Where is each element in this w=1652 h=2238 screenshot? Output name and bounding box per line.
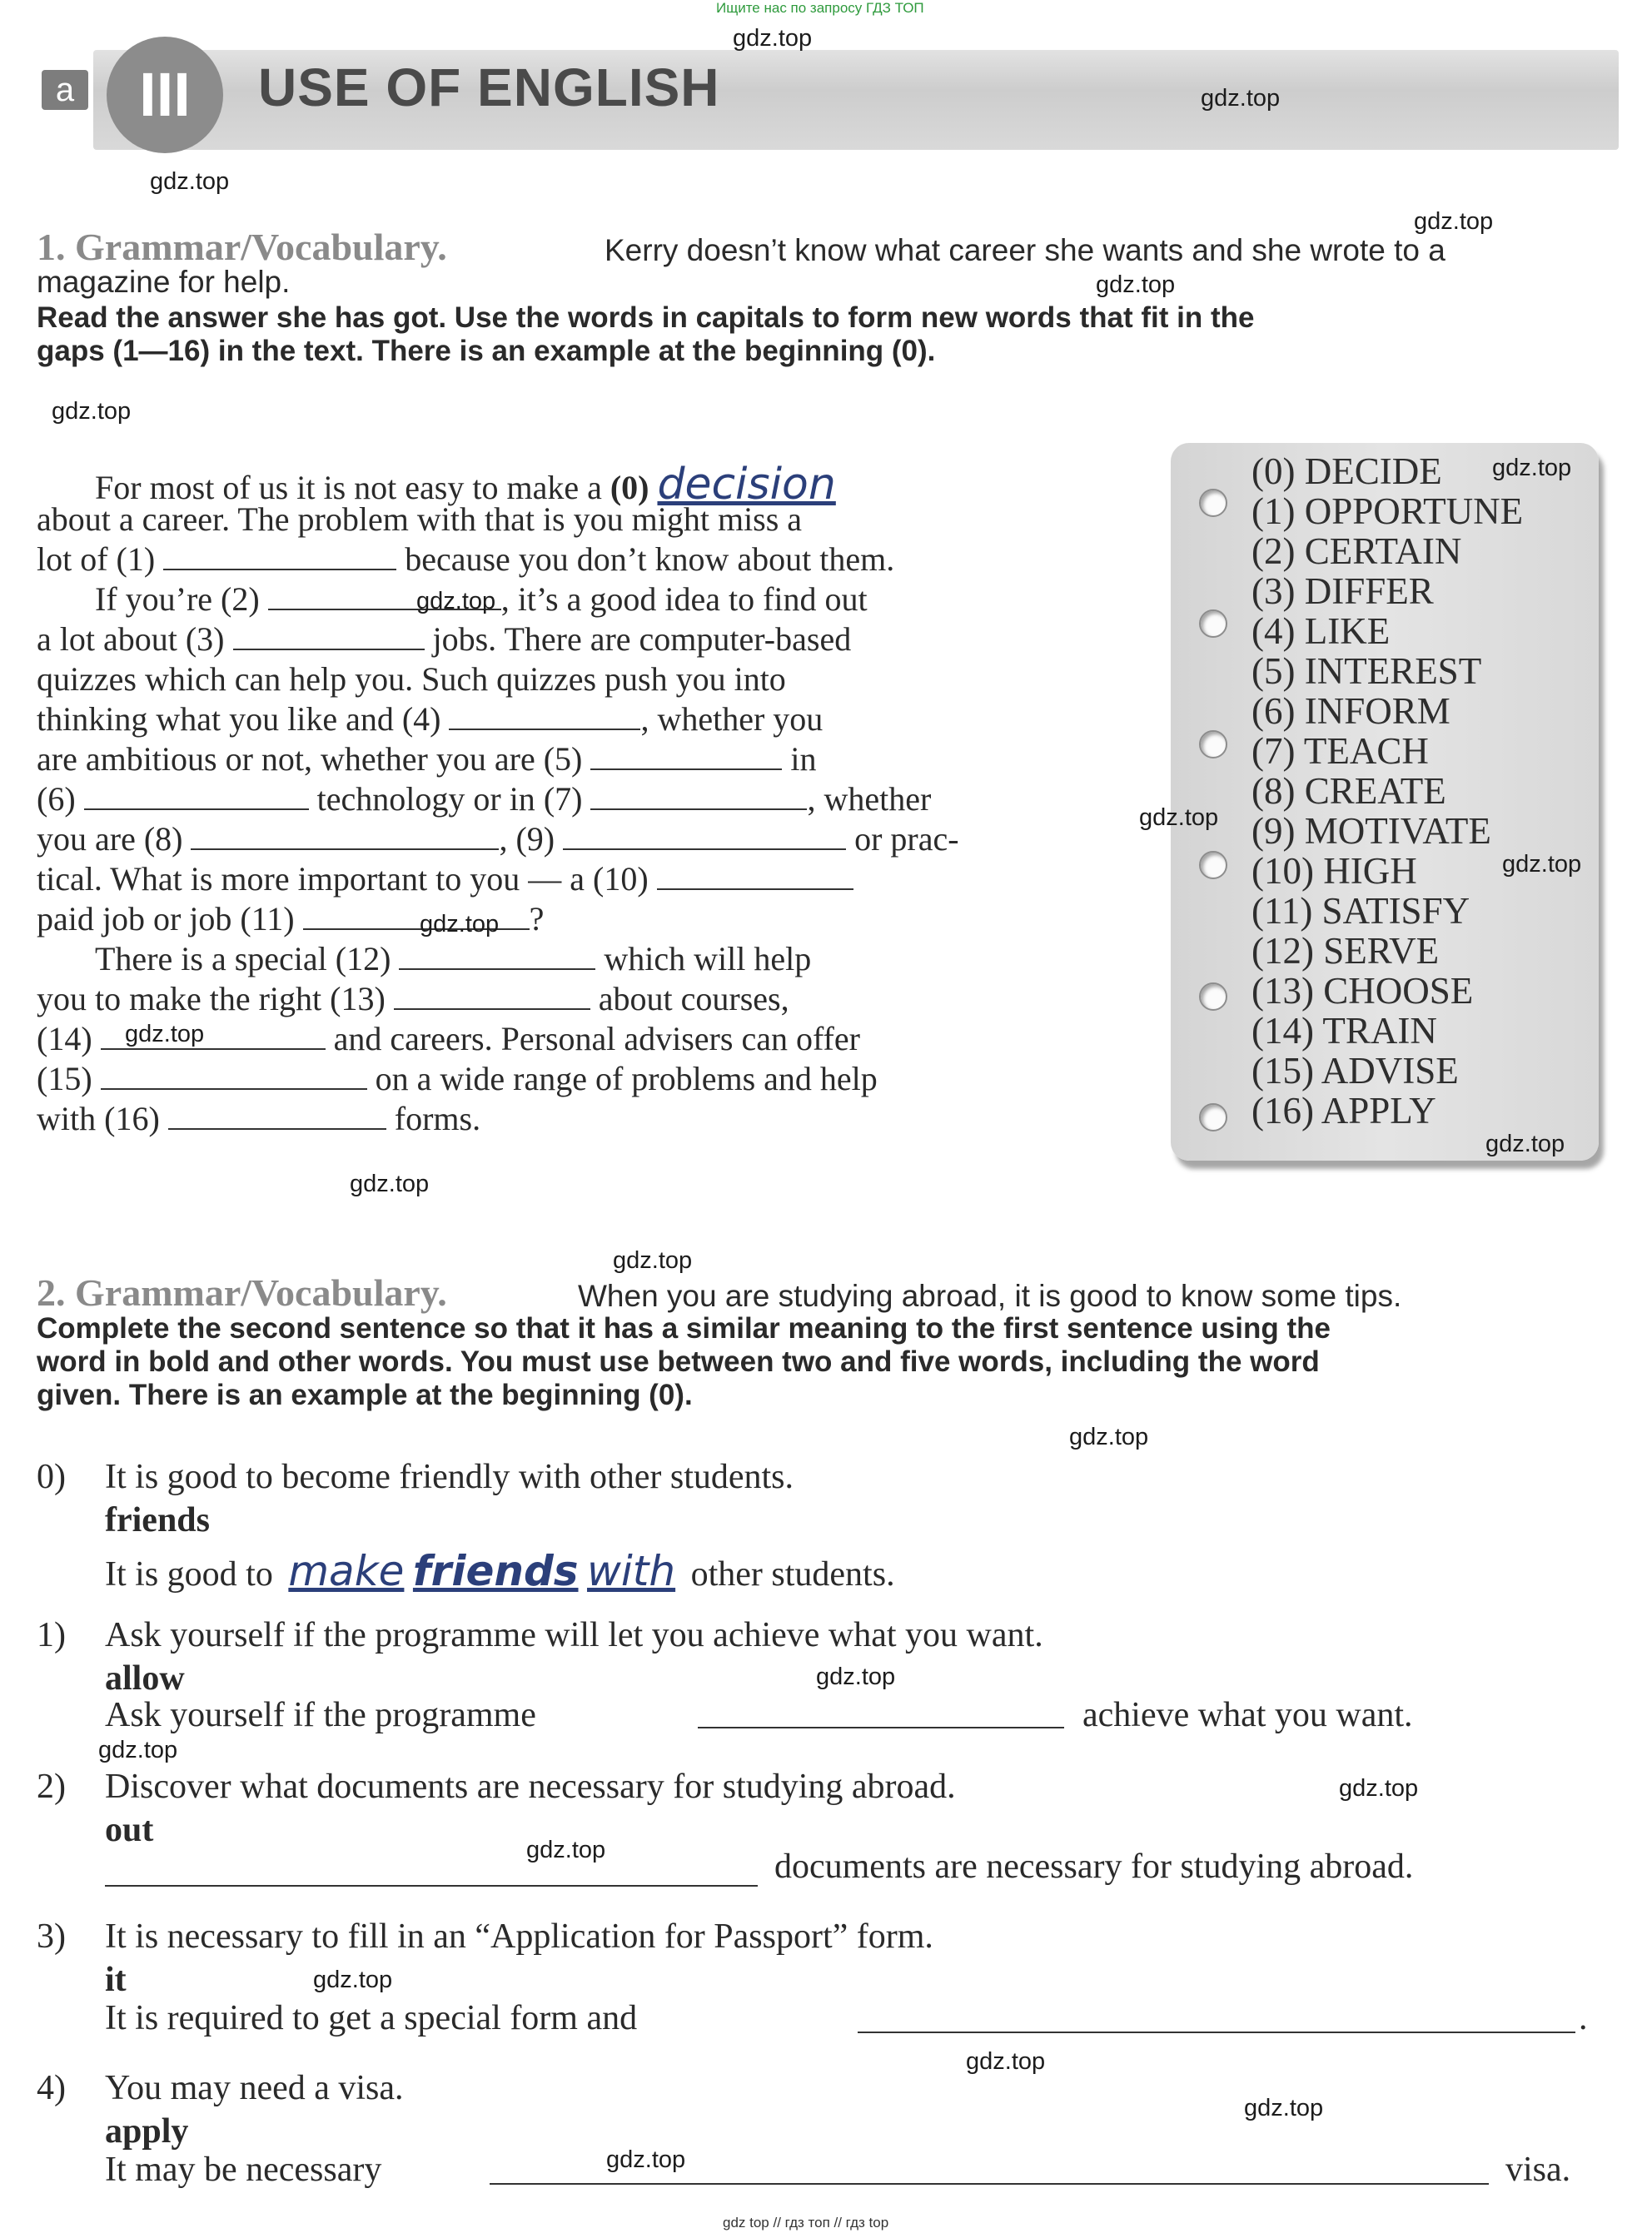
passage-text: forms. xyxy=(394,1100,481,1137)
passage-line-9 xyxy=(37,819,1087,858)
item-sentence: Ask yourself if the programme will let you achieve what you want. xyxy=(105,1616,1043,1654)
passage-text: with xyxy=(37,1100,105,1137)
example-answer-with: with xyxy=(587,1547,676,1595)
passage-line-2 xyxy=(37,540,1087,579)
passage-text: For most of us it is not easy to make a xyxy=(95,469,610,506)
task2-instruction-line2: word in bold and other words. You must use between two and five words, including the word xyxy=(37,1345,1320,1378)
answer-end: documents are necessary for studying abroad. xyxy=(774,1848,1414,1886)
item-number: 4) xyxy=(37,2069,66,2107)
answer-gap-12[interactable] xyxy=(399,942,595,970)
watermark: gdz.top xyxy=(420,911,500,937)
passage-text: are ambitious or not, whether you are xyxy=(37,740,544,778)
answer-gap-7[interactable] xyxy=(590,782,807,810)
passage-text: lot of xyxy=(37,540,117,578)
watermark: gdz.top xyxy=(150,168,230,195)
passage-text: because you don’t know about them. xyxy=(405,540,895,578)
gap-number: (12) xyxy=(335,940,391,977)
task1-intro-line1: Kerry doesn’t know what career she wants and she wrote to a xyxy=(605,233,1446,267)
passage-text: about a career. The problem with that is you might miss a xyxy=(37,500,803,538)
watermark: gdz.top xyxy=(966,2048,1046,2075)
answer-gap-4[interactable] xyxy=(449,702,640,730)
task2-instruction-line1: Complete the second sentence so that it has a similar meaning to the first sentence using the xyxy=(37,1312,1331,1345)
passage-text: about courses, xyxy=(598,980,789,1017)
passage-text: jobs. There are computer-based xyxy=(432,620,852,658)
item-sentence: It is good to become friendly with other students. xyxy=(105,1458,794,1496)
passage-line-8 xyxy=(37,779,1087,818)
word-box-item: (10) HIGH xyxy=(1251,850,1417,892)
passage-text: and careers. Personal advisers can offer xyxy=(333,1020,860,1057)
item-keyword: out xyxy=(105,1811,154,1849)
passage-text: or prac- xyxy=(854,820,959,858)
answer-gap-5[interactable] xyxy=(590,742,782,770)
item-keyword: friends xyxy=(105,1501,210,1539)
binder-ring-icon xyxy=(1199,730,1227,758)
passage-text: quizzes which can help you. Such quizzes push you into xyxy=(37,660,786,698)
watermark: gdz.top xyxy=(350,1171,430,1197)
passage-line-5 xyxy=(37,659,1087,699)
passage-line-15 xyxy=(37,1059,1087,1098)
watermark: gdz.top xyxy=(1492,455,1572,481)
watermark: gdz.top xyxy=(313,1967,393,1993)
example-answer-make: make xyxy=(288,1547,405,1595)
binder-ring-icon xyxy=(1199,609,1227,638)
gap-number: (5) xyxy=(543,740,583,778)
answer-gap-13[interactable] xyxy=(394,982,590,1010)
answer-gap-8[interactable] xyxy=(191,822,499,850)
gap-number: (11) xyxy=(240,900,295,937)
answer-gap-3[interactable] xyxy=(233,622,425,650)
watermark: gdz.top xyxy=(1096,271,1176,298)
gap-number: (1) xyxy=(116,540,156,578)
binder-ring-icon xyxy=(1199,1103,1227,1131)
gap-number: (9) xyxy=(515,820,555,858)
passage-line-7 xyxy=(37,739,1087,778)
word-box-item: (14) TRAIN xyxy=(1251,1010,1437,1052)
word-box-item: (13) CHOOSE xyxy=(1251,970,1474,1012)
passage-text: which will help xyxy=(604,940,812,977)
answer-end: visa. xyxy=(1505,2151,1571,2189)
section-number-badge: III xyxy=(107,37,223,153)
watermark: gdz.top xyxy=(733,25,813,52)
word-box-item: (11) SATISFY xyxy=(1251,890,1470,932)
answer-start: It is good to xyxy=(105,1555,273,1594)
gap-number: (15) xyxy=(37,1060,92,1097)
item-number: 0) xyxy=(37,1458,66,1496)
watermark: gdz.top xyxy=(816,1664,896,1690)
word-box-item: (2) CERTAIN xyxy=(1251,530,1462,572)
item-number: 3) xyxy=(37,1917,66,1956)
gap-number: (16) xyxy=(104,1100,160,1137)
task1-heading: 1. Grammar/Vocabulary. xyxy=(37,226,447,268)
passage-text: in xyxy=(790,740,817,778)
passage-line-3 xyxy=(95,579,1146,619)
passage-line-16 xyxy=(37,1099,1087,1138)
answer-end: achieve what you want. xyxy=(1082,1696,1413,1734)
watermark: gdz.top xyxy=(1485,1131,1565,1157)
item-sentence: Discover what documents are necessary for studying abroad. xyxy=(105,1768,956,1806)
passage-line-10 xyxy=(37,859,1087,898)
passage-text: you are xyxy=(37,820,144,858)
passage-text: on a wide range of problems and help xyxy=(375,1060,878,1097)
answer-line-3[interactable] xyxy=(858,2030,1575,2033)
answer-line-4[interactable] xyxy=(490,2181,1489,2185)
passage-text: If you’re xyxy=(95,580,221,618)
item-number: 1) xyxy=(37,1616,66,1654)
watermark: gdz.top xyxy=(416,588,496,614)
gap-number: (7) xyxy=(543,780,583,818)
word-box-item: (5) INTEREST xyxy=(1251,650,1482,692)
item-keyword: allow xyxy=(105,1659,185,1698)
passage-line-11 xyxy=(37,899,1087,938)
word-box-item: (16) APPLY xyxy=(1251,1090,1436,1131)
passage-text: paid job or job xyxy=(37,900,241,937)
passage-text: you to make the right xyxy=(37,980,331,1017)
example-answer: decision xyxy=(657,460,836,510)
task1-intro-line2: magazine for help. xyxy=(37,265,291,299)
gap-number: (10) xyxy=(593,860,649,898)
watermark: gdz.top xyxy=(1502,851,1582,878)
passage-text: ? xyxy=(529,900,545,937)
answer-start: It may be necessary xyxy=(105,2151,382,2189)
gap-number: (13) xyxy=(330,980,386,1017)
word-box-item: (15) ADVISE xyxy=(1251,1050,1459,1092)
answer-end: . xyxy=(1579,1999,1588,2037)
item-sentence: It is necessary to fill in an “Application for Passport” form. xyxy=(105,1917,933,1956)
example-answer-friends: friends xyxy=(412,1547,579,1595)
example-answer-line xyxy=(105,1547,895,1595)
passage-text: thinking what you like and xyxy=(37,700,402,738)
passage-line-12 xyxy=(95,939,1146,978)
answer-gap-9[interactable] xyxy=(563,822,846,850)
watermark: gdz.top xyxy=(52,398,132,425)
watermark: gdz.top xyxy=(613,1247,693,1274)
watermark: gdz.top xyxy=(125,1021,205,1047)
item-keyword: apply xyxy=(105,2112,189,2151)
passage-line-13 xyxy=(37,979,1087,1018)
word-box-item: (3) DIFFER xyxy=(1251,570,1434,612)
watermark: gdz.top xyxy=(606,2146,686,2173)
answer-gap-15[interactable] xyxy=(101,1062,367,1090)
gap-number: (4) xyxy=(401,700,441,738)
task1-instruction-line1: Read the answer she has got. Use the words in capitals to form new words that fit in the xyxy=(37,301,1255,334)
watermark: gdz.top xyxy=(1139,804,1219,831)
answer-end: other students. xyxy=(690,1555,895,1594)
answer-gap-10[interactable] xyxy=(657,862,853,890)
word-box-item: (1) OPPORTUNE xyxy=(1251,490,1524,532)
binder-ring-icon xyxy=(1199,982,1227,1011)
passage-text: , it’s a good idea to find out xyxy=(500,580,868,618)
watermark: gdz.top xyxy=(1201,85,1281,112)
section-letter-badge: a xyxy=(42,70,88,110)
answer-gap-16[interactable] xyxy=(168,1102,386,1130)
word-box-item: (9) MOTIVATE xyxy=(1251,810,1491,852)
watermark: gdz.top xyxy=(1339,1775,1419,1802)
binder-ring-icon xyxy=(1199,851,1227,879)
gap-number: (0) xyxy=(610,469,649,506)
word-box-item: (6) INFORM xyxy=(1251,690,1450,732)
word-box-item: (12) SERVE xyxy=(1251,930,1440,972)
answer-start: Ask yourself if the programme xyxy=(105,1696,536,1734)
item-number: 2) xyxy=(37,1768,66,1806)
answer-line-1[interactable] xyxy=(698,1725,1064,1728)
watermark: gdz.top xyxy=(526,1837,606,1863)
watermark: gdz.top xyxy=(1244,2095,1324,2121)
word-box-item: (7) TEACH xyxy=(1251,730,1429,772)
gap-number: (3) xyxy=(185,620,225,658)
item-sentence: You may need a visa. xyxy=(105,2069,404,2107)
passage-text: , whether xyxy=(807,780,932,818)
passage-text: , xyxy=(499,820,516,858)
passage-text: There is a special xyxy=(95,940,336,977)
watermark: gdz.top xyxy=(1414,208,1494,235)
task2-instruction-line3: given. There is an example at the beginning (0). xyxy=(37,1379,693,1411)
section-title: USE OF ENGLISH xyxy=(258,57,720,117)
task1-instruction-line2: gaps (1—16) in the text. There is an example at the beginning (0). xyxy=(37,335,936,367)
top-banner-note[interactable]: Ищите нас по запросу ГДЗ ТОП xyxy=(716,0,924,16)
passage-line-4 xyxy=(37,619,1087,659)
passage-text: a lot about xyxy=(37,620,186,658)
footer-note: gdz top // гдз топ // гдз top xyxy=(723,2215,889,2231)
word-box-item: (0) DECIDE xyxy=(1251,450,1442,492)
passage-text: tical. What is more important to you — a xyxy=(37,860,594,898)
item-keyword: it xyxy=(105,1961,127,1999)
task2-intro: When you are studying abroad, it is good to know some tips. xyxy=(578,1279,1402,1313)
passage-line-6 xyxy=(37,699,1087,739)
gap-number: (8) xyxy=(143,820,183,858)
watermark: gdz.top xyxy=(98,1737,178,1763)
passage-text: , whether you xyxy=(640,700,824,738)
passage-line-1 xyxy=(37,500,1087,539)
binder-ring-icon xyxy=(1199,489,1227,517)
answer-start: It is required to get a special form and xyxy=(105,1999,638,2037)
word-box-item: (8) CREATE xyxy=(1251,770,1446,812)
answer-line-2[interactable] xyxy=(105,1883,758,1887)
word-box-item: (4) LIKE xyxy=(1251,610,1391,652)
answer-gap-6[interactable] xyxy=(84,782,309,810)
gap-number: (6) xyxy=(37,780,76,818)
answer-gap-1[interactable] xyxy=(163,542,396,570)
gap-number: (14) xyxy=(37,1020,92,1057)
watermark: gdz.top xyxy=(1069,1424,1149,1450)
task2-heading: 2. Grammar/Vocabulary. xyxy=(37,1271,447,1314)
gap-number: (2) xyxy=(221,580,260,618)
passage-text: technology or in xyxy=(316,780,535,818)
